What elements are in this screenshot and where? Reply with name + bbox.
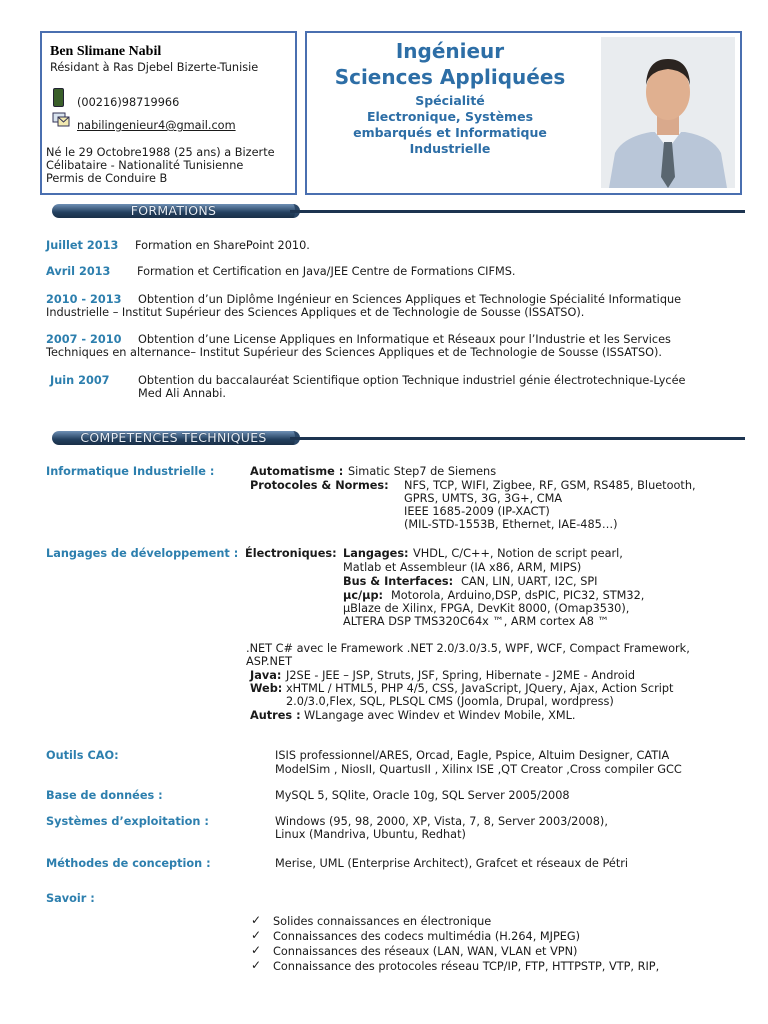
os-label: Systèmes d’exploitation :	[46, 815, 209, 828]
formation-date: 2010 - 2013	[46, 293, 122, 306]
web-value-2: 2.0/3.0,Flex, SQL, PLSQL CMS (Joomla, Drupal, wordpress)	[286, 695, 614, 708]
web-label: Web:	[250, 682, 283, 695]
formation-text: Formation et Certification en Java/JEE Centre de Formations CIFMS.	[137, 265, 516, 278]
lang-value: VHDL, C/C++, Notion de script pearl,	[413, 547, 623, 560]
uc-value-2: µBlaze de Xilinx, FPGA, DevKit 8000, (Omap3530),	[343, 602, 630, 615]
marital-status: Célibataire - Nationalité Tunisienne	[46, 159, 244, 172]
formation-date: 2007 - 2010	[46, 333, 122, 346]
competences-banner	[52, 431, 300, 445]
web-value: xHTML / HTML5, PHP 4/5, CSS, JavaScript, JQuery, Ajax, Action Script	[286, 682, 674, 695]
profile-photo	[601, 37, 735, 188]
outils-line: ISIS professionnel/ARES, Orcad, Eagle, Pspice, Altuim Designer, CATIA	[275, 749, 670, 762]
formation-text: Industrielle – Institut Supérieur des Sciences Appliques et de Technologie de Sousse (ISSATSO).	[46, 306, 585, 319]
check-icon: ✓	[251, 913, 262, 927]
bdd-value: MySQL 5, SQlite, Oracle 10g, SQL Server 2005/2008	[275, 789, 570, 802]
formation-text: Obtention du baccalauréat Scientifique option Technique industriel génie électrotechnique-Lycée	[138, 374, 686, 387]
competences-heading: COMPETENCES TECHNIQUES	[80, 430, 267, 445]
outils-label: Outils CAO:	[46, 749, 119, 762]
spec-line-2: Electronique, Systèmes	[366, 109, 534, 124]
uc-label: µc/µp:	[343, 589, 384, 602]
savoir-label: Savoir :	[46, 892, 95, 905]
formation-text: Obtention d’une License Appliques en Informatique et Réseaux pour l’Industrie et les Services	[138, 333, 671, 346]
lang-label: Langages:	[343, 547, 409, 560]
dotnet-line: .NET C# avec le Framework .NET 2.0/3.0/3.5, WPF, WCF, Compact Framework,	[246, 642, 690, 655]
bdd-label: Base de données :	[46, 789, 163, 802]
check-icon: ✓	[251, 943, 262, 957]
automatisme-label: Automatisme :	[250, 465, 344, 478]
bus-value: CAN, LIN, UART, I2C, SPI	[461, 575, 598, 588]
formations-heading: FORMATIONS	[130, 203, 217, 218]
residence: Résidant à Ras Djebel Bizerte-Tunisie	[50, 61, 259, 74]
uc-value: Motorola, Arduino,DSP, dsPIC, PIC32, STM32,	[391, 589, 645, 602]
formation-text: Formation en SharePoint 2010.	[135, 239, 310, 252]
protocoles-line: IEEE 1685-2009 (IP-XACT)	[404, 505, 550, 518]
automatisme-value: Simatic Step7 de Siemens	[348, 465, 497, 478]
java-value: J2SE - JEE – JSP, Struts, JSF, Spring, Hibernate - J2ME - Android	[286, 669, 636, 682]
info-indus-label: Informatique Industrielle :	[46, 465, 215, 478]
savoir-item: Solides connaissances en électronique	[273, 915, 492, 928]
check-icon: ✓	[251, 928, 262, 942]
dotnet-line-2: ASP.NET	[246, 655, 293, 668]
electroniques-label: Électroniques:	[245, 547, 337, 560]
formations-banner	[52, 204, 300, 218]
spec-line-3: embarqués et Informatique	[353, 125, 547, 140]
formation-text: Med Ali Annabi.	[138, 387, 226, 400]
email-icon	[52, 112, 70, 127]
formation-date: Juin 2007	[50, 374, 110, 387]
phone-icon	[53, 88, 64, 107]
title-line-2: Sciences Appliquées	[334, 65, 566, 89]
email-link[interactable]: nabilingenieur4@gmail.com	[77, 119, 236, 132]
bus-label: Bus & Interfaces:	[343, 575, 454, 588]
lang-value-2: Matlab et Assembleur (IA x86, ARM, MIPS)	[343, 561, 582, 574]
methodes-value: Merise, UML (Enterprise Architect), Grafcet et réseaux de Pétri	[275, 857, 629, 870]
formations-rule	[290, 210, 745, 213]
methodes-label: Méthodes de conception :	[46, 857, 211, 870]
competences-rule	[290, 437, 745, 440]
autres-value: WLangage avec Windev et Windev Mobile, XML.	[304, 709, 576, 722]
savoir-item: Connaissances des réseaux (LAN, WAN, VLAN et VPN)	[273, 945, 578, 958]
autres-label: Autres :	[250, 709, 301, 722]
candidate-name: Ben Slimane Nabil	[50, 44, 162, 59]
os-line: Linux (Mandriva, Ubuntu, Redhat)	[275, 828, 466, 841]
protocoles-line: GPRS, UMTS, 3G, 3G+, CMA	[404, 492, 563, 505]
savoir-item: Connaissances des codecs multimédia (H.264, MJPEG)	[273, 930, 581, 943]
formation-date: Juillet 2013	[46, 239, 119, 252]
protocoles-line: NFS, TCP, WIFI, Zigbee, RF, GSM, RS485, Bluetooth,	[404, 479, 696, 492]
uc-value-3: ALTERA DSP TMS320C64x ™, ARM cortex A8 ™	[343, 615, 609, 628]
langages-label: Langages de développement :	[46, 547, 239, 560]
savoir-item: Connaissance des protocoles réseau TCP/IP, FTP, HTTPSTP, VTP, RIP,	[273, 960, 660, 973]
title-line-1: Ingénieur	[395, 39, 505, 63]
os-line: Windows (95, 98, 2000, XP, Vista, 7, 8, Server 2003/2008),	[275, 815, 608, 828]
formation-date: Avril 2013	[46, 265, 111, 278]
outils-line: ModelSim , NiosII, QuartusII , Xilinx ISE ,QT Creator ,Cross compiler GCC	[275, 763, 682, 776]
protocoles-label: Protocoles & Normes:	[250, 479, 389, 492]
spec-line-4: Industrielle	[409, 141, 491, 156]
birth-info: Né le 29 Octobre1988 (25 ans) a Bizerte	[46, 146, 275, 159]
phone-number: (00216)98719966	[77, 96, 180, 109]
formation-text: Obtention d’un Diplôme Ingénieur en Sciences Appliques et Technologie Spécialité Informatique	[138, 293, 682, 306]
spec-line-1: Spécialité	[415, 93, 485, 108]
formation-text: Techniques en alternance– Institut Supérieur des Sciences Appliques et de Technologie de Sousse (ISSATSO).	[46, 346, 663, 359]
check-icon: ✓	[251, 958, 262, 972]
java-label: Java:	[250, 669, 282, 682]
protocoles-line: (MIL-STD-1553B, Ethernet, IAE-485…)	[404, 518, 618, 531]
driving-license: Permis de Conduire B	[46, 172, 168, 185]
